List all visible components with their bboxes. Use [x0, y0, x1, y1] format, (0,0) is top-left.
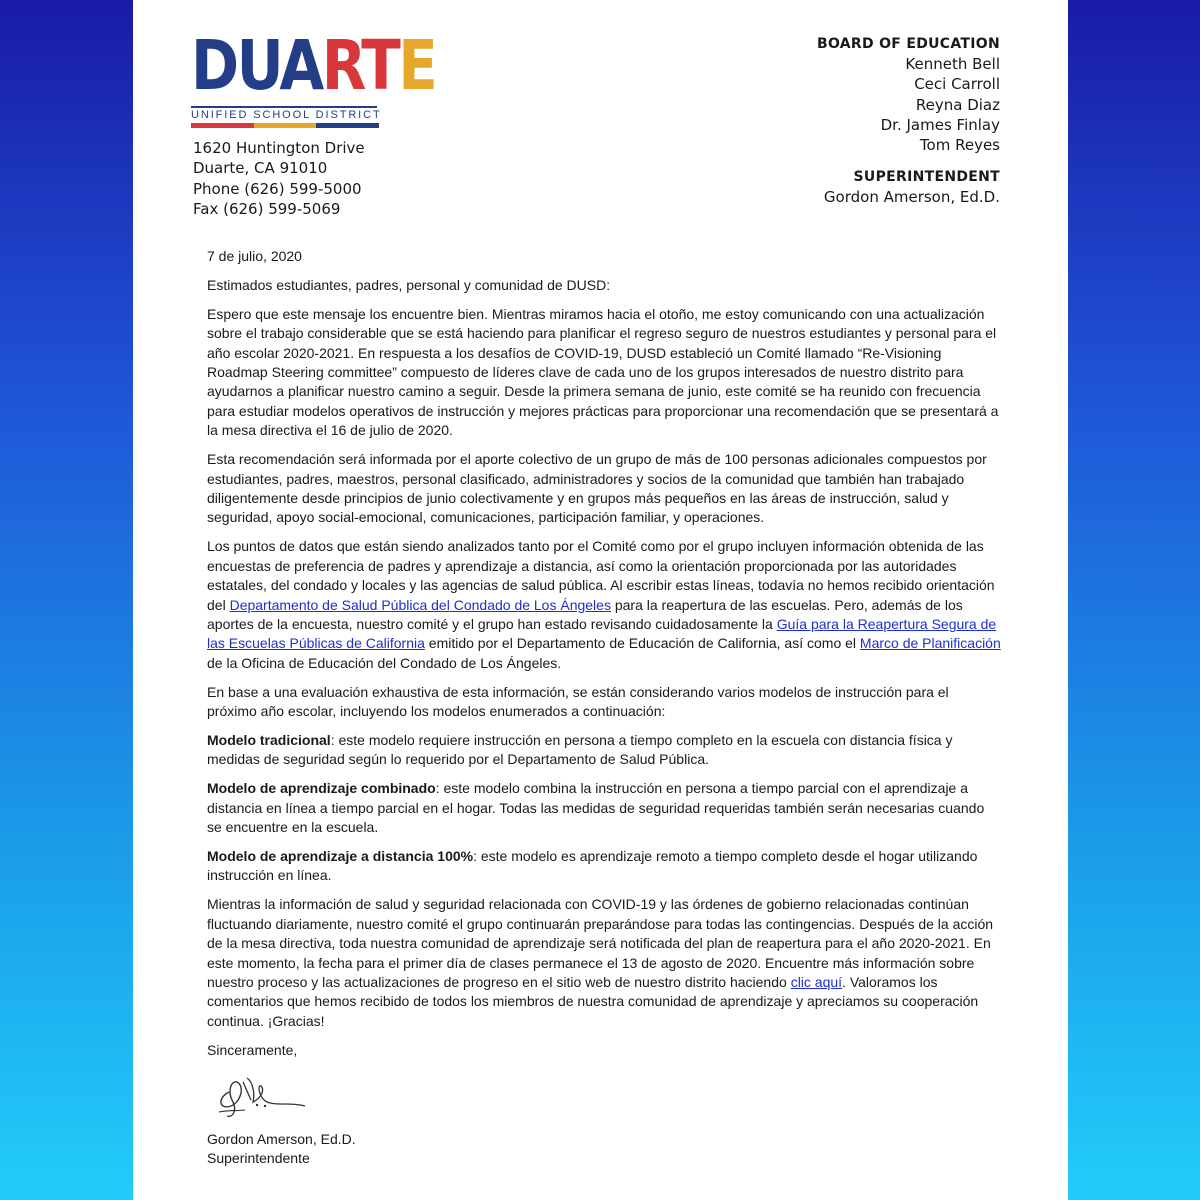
planning-framework-link[interactable]: Marco de Planificación: [859, 635, 1001, 652]
model-distance: Modelo de aprendizaje a distancia 100%: este modelo es aprendizaje remoto a tiempo completo desde el hogar utilizando instrucción en línea.: [207, 847, 978, 884]
address-phone: Phone (626) 599-5000: [193, 179, 362, 198]
la-public-health-link[interactable]: Departamento de Salud Pública del Condado de Los Ángeles: [229, 596, 611, 613]
board-member: Tom Reyes: [919, 136, 1000, 155]
paragraph-4: En base a una evaluación exhaustiva de esta información, se están considerando varios modelos de instrucción para el próximo año escolar, incluyendo los modelos enumerados a continuación:: [207, 683, 949, 720]
signer-title: Superintendente: [207, 1150, 310, 1167]
signer-name: Gordon Amerson, Ed.D.: [207, 1131, 356, 1148]
model-blended: Modelo de aprendizaje combinado: este modelo combina la instrucción en persona a tiempo parcial con el aprendizaje a distancia en línea a tiempo parcial en el hogar. Todas las medidas de seguridad requeridas también serán necesarias cuando se encuentre en la escuela.: [207, 780, 985, 836]
board-member: Kenneth Bell: [905, 55, 1000, 73]
board-heading: BOARD OF EDUCATION: [817, 36, 1000, 52]
paragraph-3: Los puntos de datos que están siendo analizados tanto por el Comité como por el grupo incluyen información obtenida de las encuestas de preferencia de padres y aprendizaje a distancia, así como la orientación proporcionada por las autoridades estatales, del condado y locales y las agencias de salud pública. Al escribir estas líneas, todavía no hemos recibido orientación del Departamento de Salud Pública del Condado de Los Ángeles para la reapertura de las escuelas. Pero, además de los aportes de la encuesta, nuestro comité y el grupo han estado revisando cuidadosamente la Guía para la Reapertura Segura de las Escuelas Públicas de California emitido por el Departamento de Educación de California, así como el Marco de Planificación de la Oficina de Educación del Condado de Los Ángeles.: [207, 538, 1001, 671]
address-street: 1620 Huntington Drive: [193, 139, 365, 157]
address-fax: Fax (626) 599-5069: [193, 199, 341, 218]
superintendent-heading: SUPERINTENDENT: [853, 169, 1000, 186]
address-city: Duarte, CA 91010: [193, 159, 328, 178]
click-here-link[interactable]: clic aquí: [790, 973, 843, 990]
board-member: Dr. James Finlay: [880, 115, 1000, 134]
letter-date: 7 de julio, 2020: [207, 248, 302, 264]
district-address: [193, 138, 365, 219]
paragraph-5: Mientras la información de salud y seguridad relacionada con COVID-19 y las órdenes de gobierno relacionadas continúan fluctuando diariamente, nuestro comité el grupo continuarán preparándose para todas las contingencias. Después de la acción de la mesa directiva, toda nuestra comunidad de aprendizaje será notificada del plan de reapertura para el año 2020-2021. En este momento, la fecha para el primer día de clases permanece el 13 de agosto de 2020. Encuentre más información sobre nuestro proceso y las actualizaciones de progreso en el sitio web de nuestro distrito haciendo clic aquí. Valoramos los comentarios que hemos recibido de todos los miembros de nuestra comunidad de aprendizaje y apreciamos su cooperación continua. ¡Gracias!: [207, 896, 994, 1029]
board-member: Ceci Carroll: [914, 75, 1000, 94]
board-member: Reyna Diaz: [915, 95, 1000, 114]
logo-color-bars: [191, 123, 379, 128]
reopening-guide-link[interactable]: Guía para la Reapertura Segura de las Escuelas Públicas de California: [207, 615, 997, 652]
letter-salutation: Estimados estudiantes, padres, personal y comunidad de DUSD:: [207, 276, 611, 293]
letter-page: [133, 0, 1068, 1200]
letter-closing: [207, 1041, 1002, 1169]
board-of-education: [817, 34, 1000, 208]
letter-body: [207, 247, 1002, 1169]
closing-text: Sinceramente,: [207, 1041, 298, 1058]
superintendent-name: Gordon Amerson, Ed.D.: [823, 188, 1000, 207]
paragraph-2: Esta recomendación será informada por el aporte colectivo de un grupo de más de 100 personas adicionales compuestos por estudiantes, padres, maestros, personal clasificado, administradores y socios de la comunidad que también han trabajado diligentemente desde principios de junio colectivamente y en grupos más pequeños en las áreas de instrucción, salud y seguridad, apoyo social-emocional, comunicaciones, participación familiar, y operaciones.: [207, 451, 987, 526]
paragraph-1: Espero que este mensaje los encuentre bien. Mientras miramos hacia el otoño, me estoy comunicando con una actualización sobre el trabajo considerable que se está haciendo para planificar el regreso seguro de nuestros estudiantes y personal para el año escolar 2020-2021. En respuesta a los desafíos de COVID-19, DUSD estableció un Comité llamado “Re-Visioning Roadmap Steering committee” compuesto de líderes clave de cada uno de los grupos interesados de nuestro distrito para ayudarnos a planificar nuestro camino a seguir. Desde la primera semana de junio, este comité se ha reunido con frecuencia para estudiar modelos operativos de instrucción y mejores prácticas para proporcionar una recomendación que se presentará a la mesa directiva el 16 de julio de 2020.: [207, 305, 999, 439]
logo-wordmark: DUARTE: [191, 26, 436, 106]
duarte-logo: [191, 26, 436, 128]
logo-subtitle: UNIFIED SCHOOL DISTRICT: [191, 106, 377, 121]
model-traditional: Modelo tradicional: este modelo requiere instrucción en persona a tiempo completo en la escuela con distancia física y medidas de seguridad según lo requerido por el Departamento de Salud Pública.: [207, 731, 953, 768]
signature-image: [207, 1062, 1002, 1122]
